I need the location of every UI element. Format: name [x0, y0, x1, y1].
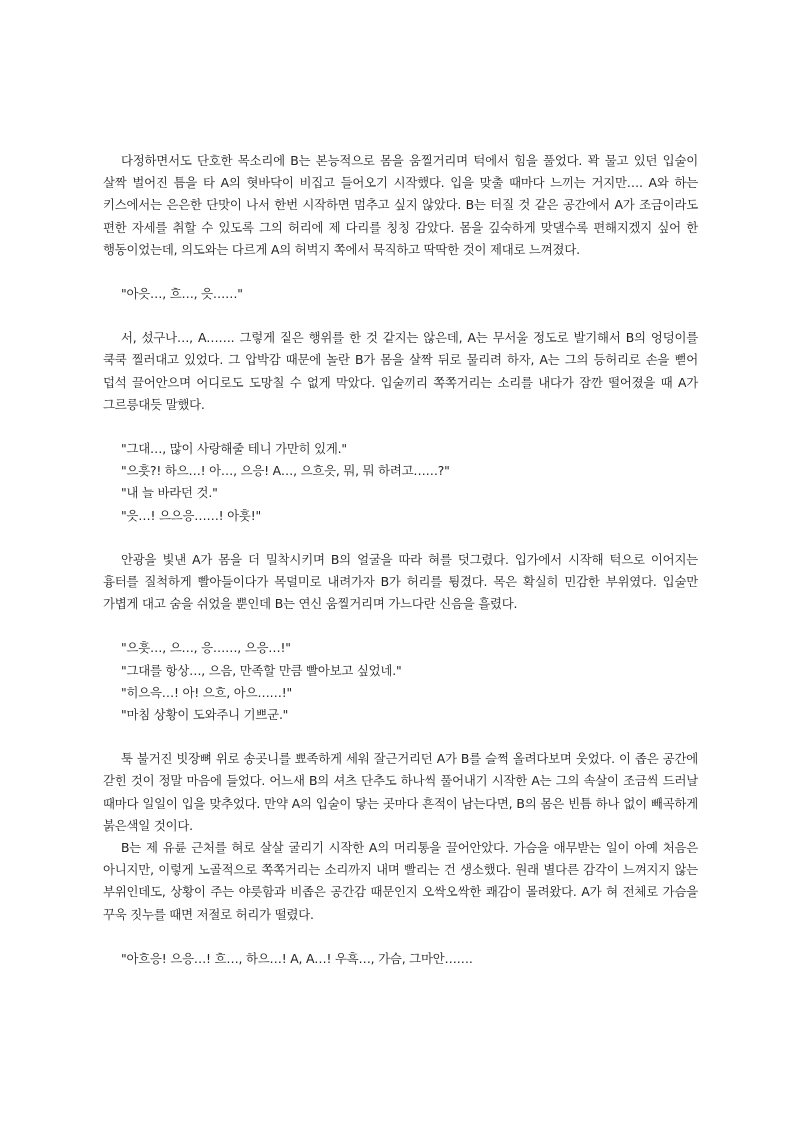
paragraph-gap [103, 726, 698, 748]
paragraph-gap [103, 416, 698, 438]
paragraph-gap [103, 615, 698, 637]
paragraph-5: B는 제 유륜 근처를 혀로 살살 굴리기 시작한 A의 머리통을 끌어안았다. 가슴을 애무받는 일이 아예 처음은 아니지만, 이렇게 노골적으로 쪽쪽거리는 소리까지 내며 빨리는 건 생소했다. 원래 별다른 감각이 느껴지지 않는 부위인데도, 상황이 주는 야릇함과 비좁은 공간감 때문인지 오싹오싹한 쾌감이 몰려왔다. A가 혀 전체로 가슴을 꾸욱 짓누를 때면 저절로 허리가 떨렸다. [103, 840, 698, 922]
paragraph-1: 다정하면서도 단호한 목소리에 B는 본능적으로 몸을 움찔거리며 턱에서 힘을 풀었다. 꽉 물고 있던 입술이 살짝 벌어진 틈을 타 A의 혓바닥이 비집고 들어오기 시작했다. 입을 맞출 때마다 느끼는 거지만…. A와 하는 키스에서는 은은한 단맛이 나서 한번 시작하면 멈추고 싶지 않았다. B는 터질 것 같은 공간에서 A가 조금이라도 편한 자세를 취할 수 있도록 그의 허리에 제 다리를 칭칭 감았다. 몸을 깊숙하게 맞댈수록 편해지겠지 싶어 한 행동이었는데, 의도와는 다르게 A의 허벅지 쪽에서 묵직하고 딱딱한 것이 제대로 느껴졌다. [103, 153, 698, 257]
paragraph-gap [103, 926, 698, 948]
paragraph-4: 툭 불거진 빗장뼈 위로 송곳니를 뾰족하게 세워 잘근거리던 A가 B를 슬쩍 올려다보며 웃었다. 이 좁은 공간에 갇힌 것이 정말 마음에 들었다. 어느새 B의 셔츠 단추도 하나씩 풀어내기 시작한 A는 그의 속살이 조금씩 드러날 때마다 일일이 입을 맞추었다. 만약 A의 입술이 닿는 곳마다 흔적이 남는다면, B의 몸은 빈틈 하나 없이 빼곡하게 붉은색일 것이다. [103, 751, 698, 833]
paragraph-gap [103, 305, 698, 327]
dialogue-line-5: "읏…! 으으응……! 아흣!" [121, 507, 261, 523]
dialogue-line-10: "아흐응! 으응…! 흐…, 하으…! A, A…! 우흑…, 가슴, 그마안……. [121, 950, 473, 966]
dialogue-line-6: "으흣…, 으…, 응……, 으응…!" [121, 640, 291, 656]
dialogue-line-9: "마침 상황이 도와주니 기쁘군." [121, 707, 289, 723]
dialogue-line-3: "으흣?! 하으…! 아…, 으응! A…, 으흐읏, 뭐, 뭐 하려고……?" [121, 463, 450, 479]
paragraph-2: 서, 섰구나…, A……. 그렇게 짙은 행위를 한 것 같지는 않은데, A는 무서울 정도로 발기해서 B의 엉덩이를 쿡쿡 찔러대고 있었다. 그 압박감 때문에 놀란 B가 몸을 살짝 뒤로 물리려 하자, A는 그의 등허리로 손을 뻗어 덥석 끌어안으며 어디로도 도망칠 수 없게 막았다. 입술끼리 쪽쪽거리는 소리를 내다가 잠깐 떨어졌을 때 A가 그르릉대듯 말했다. [103, 330, 698, 412]
dialogue-line-1: "아읏…, 흐…, 읏……" [121, 286, 243, 302]
dialogue-line-7: "그대를 항상…, 으음, 만족할 만큼 빨아보고 싶었네." [121, 662, 402, 678]
dialogue-line-4: "내 늘 바라던 것." [121, 485, 218, 501]
paragraph-gap [103, 261, 698, 283]
paragraph-3: 안광을 빛낸 A가 몸을 더 밀착시키며 B의 얼굴을 따라 혀를 덧그렸다. 입가에서 시작해 턱으로 이어지는 흉터를 질척하게 빨아들이다가 목덜미로 내려가자 B가 허리를 튕겼다. 목은 확실히 민감한 부위였다. 입술만 가볍게 대고 숨을 쉬었을 뿐인데 B는 연신 움찔거리며 가느다란 신음을 흘렸다. [103, 551, 698, 612]
document-page [103, 150, 698, 970]
paragraph-gap [103, 527, 698, 549]
dialogue-line-8: "히으윽…! 아! 으흐, 아으……!" [121, 684, 292, 700]
dialogue-line-2: "그대…, 많이 사랑해줄 테니 가만히 있게." [121, 441, 347, 457]
